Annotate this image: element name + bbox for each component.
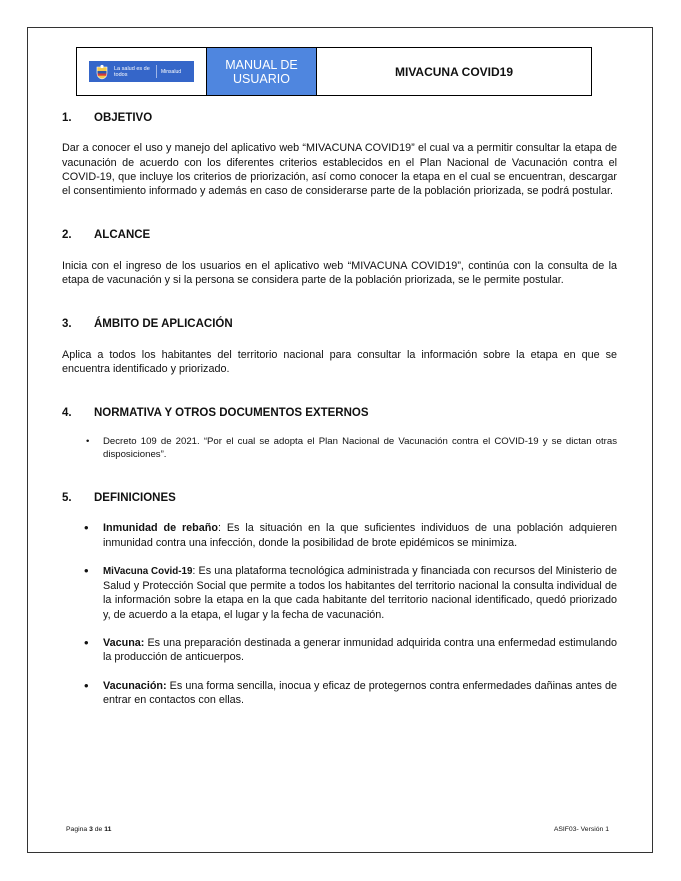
section-title: ÁMBITO DE APLICACIÓN [94, 318, 233, 331]
section-title: NORMATIVA Y OTROS DOCUMENTOS EXTERNOS [94, 407, 369, 420]
definition-item [62, 679, 617, 708]
manual-label: MANUAL DE USUARIO [207, 48, 317, 95]
coat-of-arms-icon [94, 64, 110, 80]
bullet-icon: • [84, 520, 89, 536]
bullet-icon: • [86, 435, 90, 447]
definition-text: Es una preparación destinada a generar inmunidad adquirida contra una enfermedad estimulando la producción de anticuerpos. [103, 637, 617, 664]
section-title: OBJETIVO [94, 112, 153, 124]
regulations-list [62, 435, 617, 461]
section-heading [62, 491, 617, 505]
section-heading [62, 228, 617, 242]
section-number: 2. [62, 229, 72, 242]
list-item [62, 435, 617, 461]
logo-cell [77, 48, 207, 95]
section-heading [62, 317, 617, 331]
document-version: ASIF03- Versión 1 [553, 826, 609, 833]
document-body [62, 111, 617, 721]
definition-item [62, 521, 617, 550]
logo-ministry: Minsalud [161, 68, 182, 75]
definition-text: Es una forma sencilla, inocua y eficaz de protegernos contra enfermedades dañinas antes de entrar en contactos con ellas. [103, 679, 617, 706]
definition-text: : Es la situación en la que suficientes individuos de una población adquieren inmunidad contra una infección, donde la posibilidad de brote epidémicos se minimiza. [103, 522, 617, 549]
section-number: 3. [62, 318, 72, 331]
section-number: 4. [62, 407, 72, 420]
section-number: 5. [62, 491, 72, 504]
definition-term: Vacuna: [103, 637, 145, 650]
page-total: 11 [104, 826, 112, 833]
section-paragraph: Dar a conocer el uso y manejo del aplicativo web “MIVACUNA COVID19” el cual va a permitir consultar la etapa de vacunación de acuerdo con los diferentes criterios establecidos en el Plan Nacional de Vacunación contra el COVID-19, que incluye los criterios de priorización, así como conocer la etapa en el cual se encuentran, descargar el consentimiento informado y además en caso de considerarse parte de la población priorizada, se podrá postular. [62, 142, 617, 198]
definition-item [62, 564, 617, 622]
list-item-text: Decreto 109 de 2021. “Por el cual se adopta el Plan Nacional de Vacunación contra el COVID-19 y se dictan otras disposiciones”. [103, 435, 617, 460]
page-number [66, 826, 111, 833]
section-title: DEFINICIONES [94, 491, 176, 504]
section-paragraph: Aplica a todos los habitantes del territorio nacional para consultar la información sobre la etapa en que se encuentra identificado y priorizado. [62, 348, 617, 375]
document-title: MIVACUNA COVID19 [394, 64, 513, 79]
page-separator: de [92, 826, 105, 833]
definition-term: Inmunidad de rebaño [103, 522, 218, 535]
page-prefix: Pagina [66, 826, 90, 833]
ministry-logo [89, 61, 194, 82]
bullet-icon: • [84, 635, 89, 651]
page-current: 3 [89, 826, 93, 833]
definitions-list [62, 521, 617, 707]
definition-item [62, 636, 617, 665]
document-header [76, 47, 592, 96]
section-number: 1. [62, 112, 72, 124]
section-heading [62, 406, 617, 420]
section-paragraph: Inicia con el ingreso de los usuarios en el aplicativo web “MIVACUNA COVID19”, continúa con la consulta de la etapa de vacunación y si la persona se considera parte de la población priorizada, se le permite postular. [62, 259, 617, 287]
logo-divider [156, 65, 157, 78]
bullet-icon: • [84, 677, 89, 693]
definition-term: Vacunación: [103, 679, 167, 692]
section-heading [62, 111, 617, 125]
logo-text: La salud es de todos [114, 65, 150, 78]
definition-term: MiVacuna Covid-19 [103, 565, 193, 577]
definition-text: : Es una plataforma tecnológica administrada y financiada con recursos del Ministerio de Salud y Protección Social que permite a todos los habitantes del territorio nacional la consulta individual de la información sobre la etapa en la que cada habitante del territorio nacional identificado, quedó priorizado y, de acuerdo a la etapa, el lugar y la fecha de vacunación. [103, 564, 617, 621]
bullet-icon: • [84, 562, 89, 578]
section-title: ALCANCE [94, 229, 151, 242]
